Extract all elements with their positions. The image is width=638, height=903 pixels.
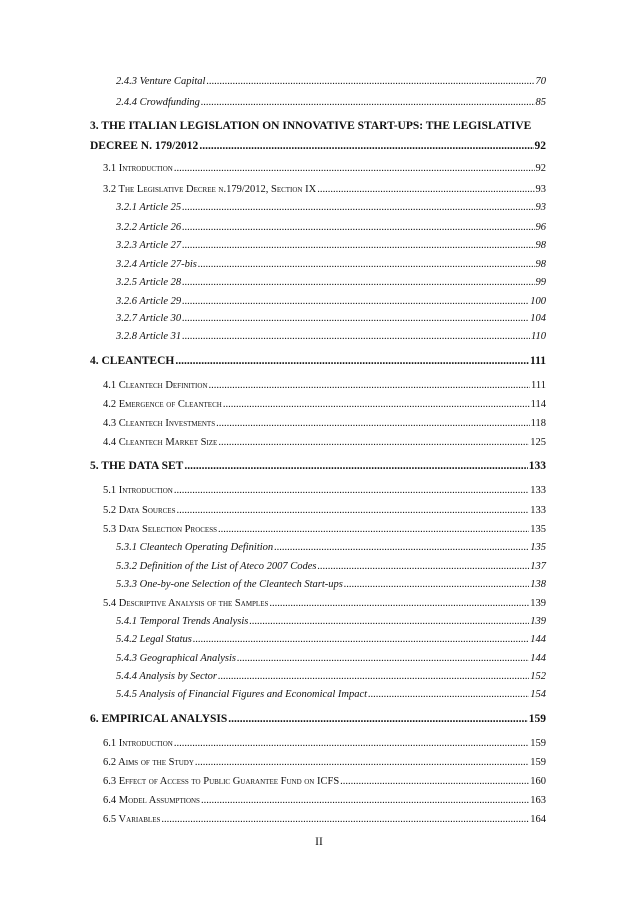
leader-dots (182, 202, 534, 213)
leader-dots (368, 689, 529, 700)
toc-entry-title: 5.4.4 Analysis by Sector (116, 671, 218, 682)
toc-page-number: 104 (530, 313, 546, 324)
leader-dots (174, 738, 529, 749)
toc-page-number: 135 (530, 542, 546, 553)
toc-page-number: 144 (530, 634, 546, 645)
toc-entry-title: 3.2.1 Article 25 (116, 202, 182, 213)
toc-entry-title: 5.2 Data Sources (103, 505, 176, 516)
toc-entry[interactable] (103, 437, 546, 448)
toc-entry[interactable] (103, 399, 546, 410)
leader-dots (161, 814, 529, 825)
toc-page-number: 152 (530, 671, 546, 682)
toc-entry-title: 5. THE DATA SET (90, 460, 184, 472)
leader-dots (182, 277, 534, 288)
toc-chapter-entry[interactable] (90, 713, 546, 725)
toc-entry[interactable] (103, 776, 546, 787)
toc-entry[interactable] (116, 222, 546, 233)
leader-dots (228, 713, 527, 725)
toc-entry[interactable] (116, 259, 546, 270)
toc-entry[interactable] (116, 313, 546, 324)
leader-dots (269, 598, 529, 609)
leader-dots (218, 524, 529, 535)
toc-entry-title: 3.2.7 Article 30 (116, 313, 182, 324)
toc-entry[interactable] (103, 380, 546, 391)
toc-entry[interactable] (103, 418, 546, 429)
leader-dots (182, 222, 534, 233)
toc-entry-title: 5.1 Introduction (103, 485, 173, 496)
toc-page-number: 100 (530, 296, 546, 307)
toc-page-number: 98 (535, 259, 546, 270)
toc-entry[interactable] (103, 524, 546, 535)
toc-page-number: 139 (530, 598, 546, 609)
leader-dots (344, 579, 529, 590)
toc-entry-title: 5.3 Data Selection Process (103, 524, 217, 535)
toc-entry-title: DECREE N. 179/2012 (90, 140, 199, 152)
leader-dots (218, 437, 529, 448)
leader-dots (198, 259, 535, 270)
leader-dots (201, 795, 529, 806)
toc-entry-title: 5.4 Descriptive Analysis of the Samples (103, 598, 269, 609)
toc-page-number: 96 (535, 222, 546, 233)
leader-dots (274, 542, 529, 553)
leader-dots (193, 634, 529, 645)
toc-chapter-entry[interactable] (90, 355, 546, 367)
toc-page-number: 125 (530, 437, 546, 448)
leader-dots (182, 296, 529, 307)
toc-entry[interactable] (116, 277, 546, 288)
toc-entry-title: 3.2.5 Article 28 (116, 277, 182, 288)
toc-page-number: 160 (530, 776, 546, 787)
toc-page-number: 93 (535, 202, 546, 213)
toc-entry-title: 5.4.3 Geographical Analysis (116, 653, 236, 664)
toc-entry-title: 3.2.4 Article 27-bis (116, 259, 197, 270)
leader-dots (249, 616, 529, 627)
toc-entry[interactable] (116, 542, 546, 553)
toc-page-number: 133 (530, 505, 546, 516)
toc-page-number: 92 (535, 163, 546, 174)
toc-page-number: 159 (530, 738, 546, 749)
leader-dots (216, 418, 530, 429)
leader-dots (176, 505, 529, 516)
toc-entry-title: 3.2.3 Article 27 (116, 240, 182, 251)
toc-entry[interactable] (116, 579, 546, 590)
toc-page-number: 110 (531, 331, 546, 342)
toc-entry-title: 2.4.4 Crowdfunding (116, 97, 200, 108)
leader-dots (184, 460, 527, 472)
leader-dots (317, 184, 534, 195)
leader-dots (209, 380, 531, 391)
leader-dots (199, 140, 533, 152)
toc-chapter-entry[interactable] (90, 140, 546, 152)
toc-entry-title: 3.2 The Legislative Decree n.179/2012, Section IX (103, 184, 317, 195)
toc-page-number: 144 (530, 653, 546, 664)
toc-entry-title: 5.4.5 Analysis of Financial Figures and Economical Impact (116, 689, 368, 700)
toc-entry[interactable] (103, 184, 546, 195)
leader-dots (218, 671, 529, 682)
leader-dots (340, 776, 529, 787)
toc-page-number: 98 (535, 240, 546, 251)
toc-entry[interactable] (103, 505, 546, 516)
chapter-heading-line[interactable]: 3. THE ITALIAN LEGISLATION ON INNOVATIVE START-UPS: THE LEGISLATIVE (90, 120, 532, 132)
toc-page-number: 137 (530, 561, 546, 572)
leader-dots (175, 355, 529, 367)
toc-entry[interactable] (116, 296, 546, 307)
toc-entry[interactable] (103, 757, 546, 768)
leader-dots (182, 313, 529, 324)
leader-dots (174, 163, 535, 174)
toc-entry[interactable] (103, 738, 546, 749)
toc-page-number: 133 (530, 485, 546, 496)
toc-page-number: 70 (535, 76, 546, 87)
toc-entry[interactable] (116, 97, 546, 108)
toc-entry[interactable] (116, 240, 546, 251)
toc-page-number: 99 (535, 277, 546, 288)
toc-entry-title: 3.1 Introduction (103, 163, 173, 174)
toc-entry-title: 6.2 Aims of the Study (103, 757, 194, 768)
toc-entry[interactable] (103, 814, 546, 825)
page-number: II (315, 836, 323, 848)
toc-page-number: 163 (530, 795, 546, 806)
toc-page-number: 118 (530, 418, 546, 429)
toc-chapter-entry[interactable] (90, 460, 546, 472)
toc-entry[interactable] (116, 671, 546, 682)
toc-entry[interactable] (116, 653, 546, 664)
toc-entry-title: 4.3 Cleantech Investments (103, 418, 216, 429)
toc-page-number: 159 (528, 713, 546, 725)
toc-entry-title: 5.4.2 Legal Status (116, 634, 192, 645)
toc-entry-title: 6.3 Effect of Access to Public Guarantee Fund on ICFS (103, 776, 340, 787)
toc-entry-title: 5.3.3 One-by-one Selection of the Cleantech Start-ups (116, 579, 343, 590)
toc-page-number: 159 (530, 757, 546, 768)
leader-dots (182, 240, 534, 251)
toc-page-number: 154 (530, 689, 546, 700)
toc-entry-title: 2.4.3 Venture Capital (116, 76, 206, 87)
toc-entry-title: 6.1 Introduction (103, 738, 173, 749)
toc-entry-title: 3.2.2 Article 26 (116, 222, 182, 233)
leader-dots (201, 97, 535, 108)
toc-entry-title: 4. CLEANTECH (90, 355, 175, 367)
toc-entry[interactable] (116, 331, 546, 342)
toc-page-number: 85 (535, 97, 546, 108)
toc-entry-title: 6.5 Variables (103, 814, 161, 825)
toc-entry-title: 4.1 Cleantech Definition (103, 380, 208, 391)
toc-entry-title: 5.3.1 Cleantech Operating Definition (116, 542, 274, 553)
toc-entry-title: 6.4 Model Assumptions (103, 795, 200, 806)
toc-entry[interactable] (103, 598, 546, 609)
toc-entry[interactable] (103, 163, 546, 174)
leader-dots (182, 331, 530, 342)
leader-dots (223, 399, 530, 410)
toc-page-number: 133 (528, 460, 546, 472)
toc-entry[interactable] (116, 616, 546, 627)
leader-dots (317, 561, 529, 572)
toc-entry[interactable] (103, 795, 546, 806)
toc-entry-title: 3.2.6 Article 29 (116, 296, 182, 307)
toc-entry-title: 3.2.8 Article 31 (116, 331, 182, 342)
toc-page-number: 138 (530, 579, 546, 590)
leader-dots (206, 76, 534, 87)
toc-entry[interactable] (116, 689, 546, 700)
toc-entry[interactable] (116, 561, 546, 572)
toc-entry-title: 5.4.1 Temporal Trends Analysis (116, 616, 249, 627)
toc-entry-title: 5.3.2 Definition of the List of Ateco 2007 Codes (116, 561, 317, 572)
toc-page-number: 93 (535, 184, 546, 195)
toc-entry-title: 4.4 Cleantech Market Size (103, 437, 218, 448)
toc-entry[interactable] (116, 76, 546, 87)
toc-page-number: 139 (530, 616, 546, 627)
toc-entry[interactable] (116, 634, 546, 645)
toc-page-number: 111 (531, 380, 546, 391)
leader-dots (174, 485, 529, 496)
leader-dots (237, 653, 529, 664)
toc-entry[interactable] (103, 485, 546, 496)
toc-page-number: 135 (530, 524, 546, 535)
toc-entry-title: 6. EMPIRICAL ANALYSIS (90, 713, 228, 725)
toc-page-number: 92 (534, 140, 546, 152)
toc-entry-title: 4.2 Emergence of Cleantech (103, 399, 222, 410)
toc-page-number: 111 (530, 355, 546, 367)
toc-page-number: 164 (530, 814, 546, 825)
toc-page-number: 114 (530, 399, 546, 410)
toc-entry[interactable] (116, 202, 546, 213)
leader-dots (195, 757, 529, 768)
